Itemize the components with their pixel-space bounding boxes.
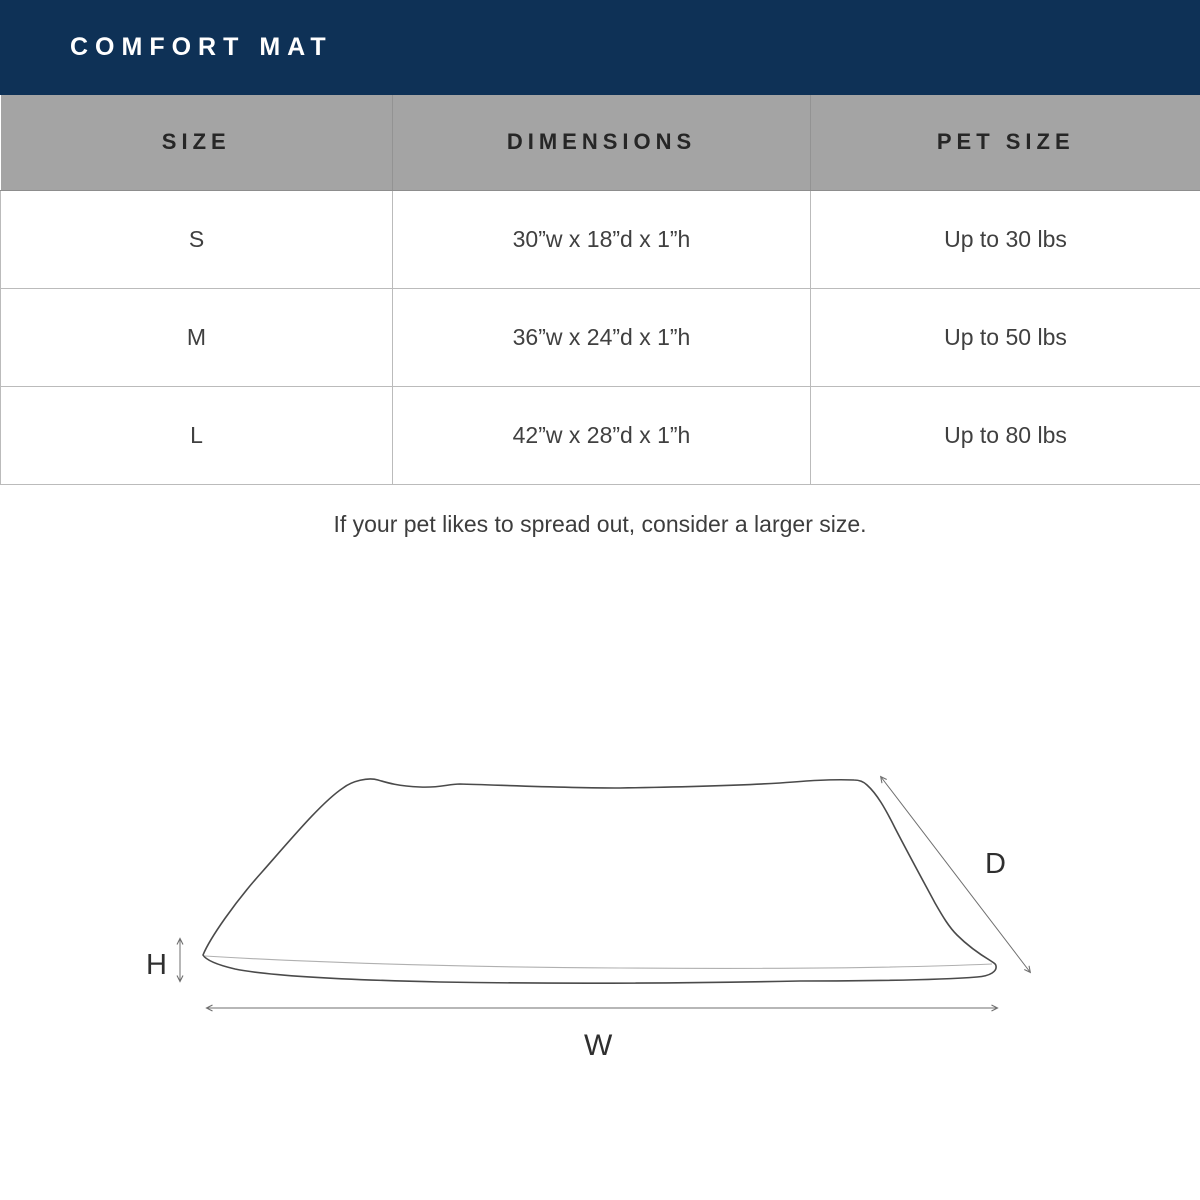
product-title: COMFORT MAT	[70, 33, 333, 61]
table-row-small	[1, 190, 1200, 288]
dimensions-cell: 30”w x 18”d x 1”h	[393, 190, 811, 288]
size-cell: S	[1, 190, 393, 288]
mat-outline	[203, 779, 996, 983]
size-cell: L	[1, 386, 393, 484]
dimensions-cell: 42”w x 28”d x 1”h	[393, 386, 811, 484]
pet-size-cell: Up to 50 lbs	[811, 288, 1200, 386]
column-header-dimensions: DIMENSIONS	[393, 95, 811, 190]
header-row	[1, 95, 1200, 190]
pet-size-cell: Up to 80 lbs	[811, 386, 1200, 484]
mat-dimension-diagram	[140, 740, 1090, 1080]
depth-arrow	[881, 777, 1030, 972]
depth-label: D	[985, 848, 1006, 880]
width-label: W	[584, 1029, 613, 1062]
sizing-note: If your pet likes to spread out, consider a larger size.	[333, 511, 867, 537]
table-row-large	[1, 386, 1200, 484]
product-title-bar	[0, 0, 1200, 95]
table-row-medium	[1, 288, 1200, 386]
height-label: H	[146, 949, 167, 981]
column-header-pet-size: PET SIZE	[811, 95, 1200, 190]
column-header-size: SIZE	[1, 95, 393, 190]
size-chart-table	[0, 95, 1200, 485]
dimensions-cell: 36”w x 24”d x 1”h	[393, 288, 811, 386]
mat-seam-line	[205, 956, 992, 968]
pet-size-cell: Up to 30 lbs	[811, 190, 1200, 288]
size-cell: M	[1, 288, 393, 386]
